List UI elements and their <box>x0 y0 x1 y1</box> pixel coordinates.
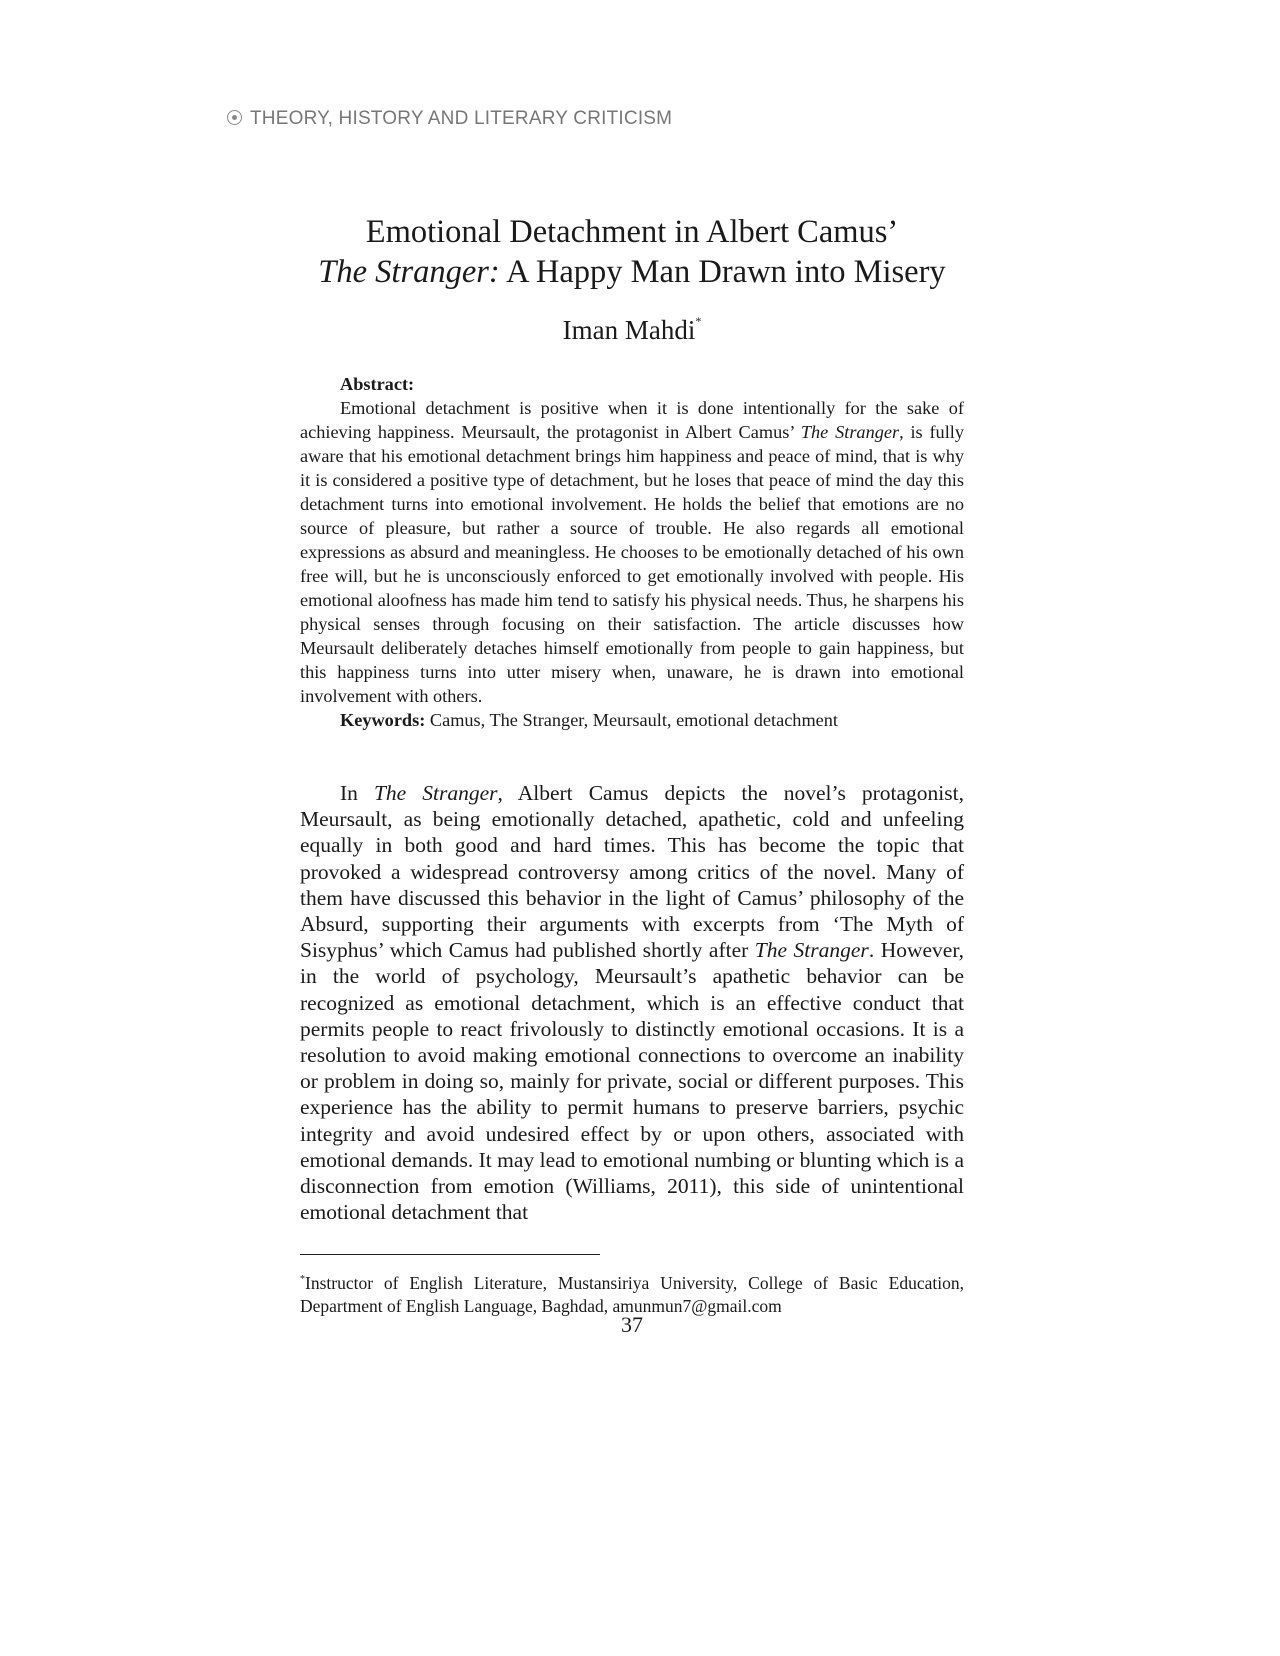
abstract-part-2: , is fully aware that his emotional detachment brings him happiness and peace of mind, that is why it is considered a positive type of detachment, but he loses that peace of mind the day this detachment turns into emotional involvement. He holds the belief that emotions are no source of pleasure, but rather a source of trouble. He also regards all emotional expressions as absurd and meaningless. He chooses to be emotionally detached of his own free will, but he is unconsciously enforced to get emotionally involved with people. His emotional aloofness has made him tend to satisfy his physical needs. Thus, he sharpens his physical senses through focusing on their satisfaction. The article discusses how Meursault deliberately detaches himself emotionally from people to gain happiness, but this happiness turns into utter misery when, unaware, he is drawn into emotional involvement with others. <box>300 422 964 706</box>
body-part-3: . However, in the world of psychology, Meursault’s apathetic behavior can be recognized as emotional detachment, which is an effective conduct that permits people to react frivolously to distinctly emotional occasions. It is a resolution to avoid making emotional connections to overcome an inability or problem in doing so, mainly for private, social or different purposes. This experience has the ability to permit humans to preserve barriers, psychic integrity and avoid undesired effect by or upon others, associated with emotional demands. It may lead to emotional numbing or blunting which is a disconnection from emotion (Williams, 2011), this side of unintentional emotional detachment that <box>300 938 965 1225</box>
body-text <box>300 780 964 1225</box>
body-paragraph <box>300 780 964 1225</box>
body-italic-1: The Stranger <box>373 781 498 805</box>
author-footnote-marker: * <box>695 314 702 328</box>
keywords <box>300 708 964 732</box>
title-line-2 <box>300 252 964 292</box>
keywords-label: Keywords: <box>340 710 426 730</box>
abstract-heading: Abstract: <box>340 374 415 394</box>
footnote-divider <box>300 1254 600 1255</box>
article-title <box>300 212 964 292</box>
title-line-1: Emotional Detachment in Albert Camus’ <box>365 214 899 250</box>
footnote <box>300 1268 964 1318</box>
author-name: Iman Mahdi <box>562 315 696 345</box>
body-part-2: , Albert Camus depicts the novel’s protagonist, Meursault, as being emotionally detached, apathetic, cold and unfeeling equally in both good and hard times. This has become the topic that provoked a widespread controversy among critics of the novel. Many of them have discussed this behavior in the light of Camus’ philosophy of the Absurd, supporting their arguments with excerpts from ‘The Myth of Sisyphus’ which Camus had published shortly after <box>300 781 964 963</box>
title-rest: A Happy Man Drawn into Misery <box>499 254 946 290</box>
footnote-text: Instructor of English Literature, Mustansiriya University, College of Basic Education, Department of English Language, Baghdad, amunmun7@gmail.com <box>300 1273 964 1316</box>
title-italic: The Stranger: <box>318 254 500 290</box>
page-number: 37 <box>621 1312 643 1337</box>
abstract-part-1: Emotional detachment is positive when it is done intentionally for the sake of achieving happiness. Meursault, the protagonist in Albert Camus’ <box>300 398 964 442</box>
footnote-marker: * <box>300 1274 305 1285</box>
author <box>300 314 964 346</box>
running-head <box>227 108 672 130</box>
body-italic-2: The Stranger <box>754 938 869 963</box>
circle-dot-icon <box>227 110 242 125</box>
running-head-text: THEORY, HISTORY AND LITERARY CRITICISM <box>250 108 673 129</box>
abstract <box>300 372 964 732</box>
abstract-italic: The Stranger <box>800 422 900 442</box>
body-part-1: In <box>340 781 374 805</box>
abstract-text <box>300 396 964 708</box>
keywords-list: Camus, The Stranger, Meursault, emotional detachment <box>425 710 839 730</box>
